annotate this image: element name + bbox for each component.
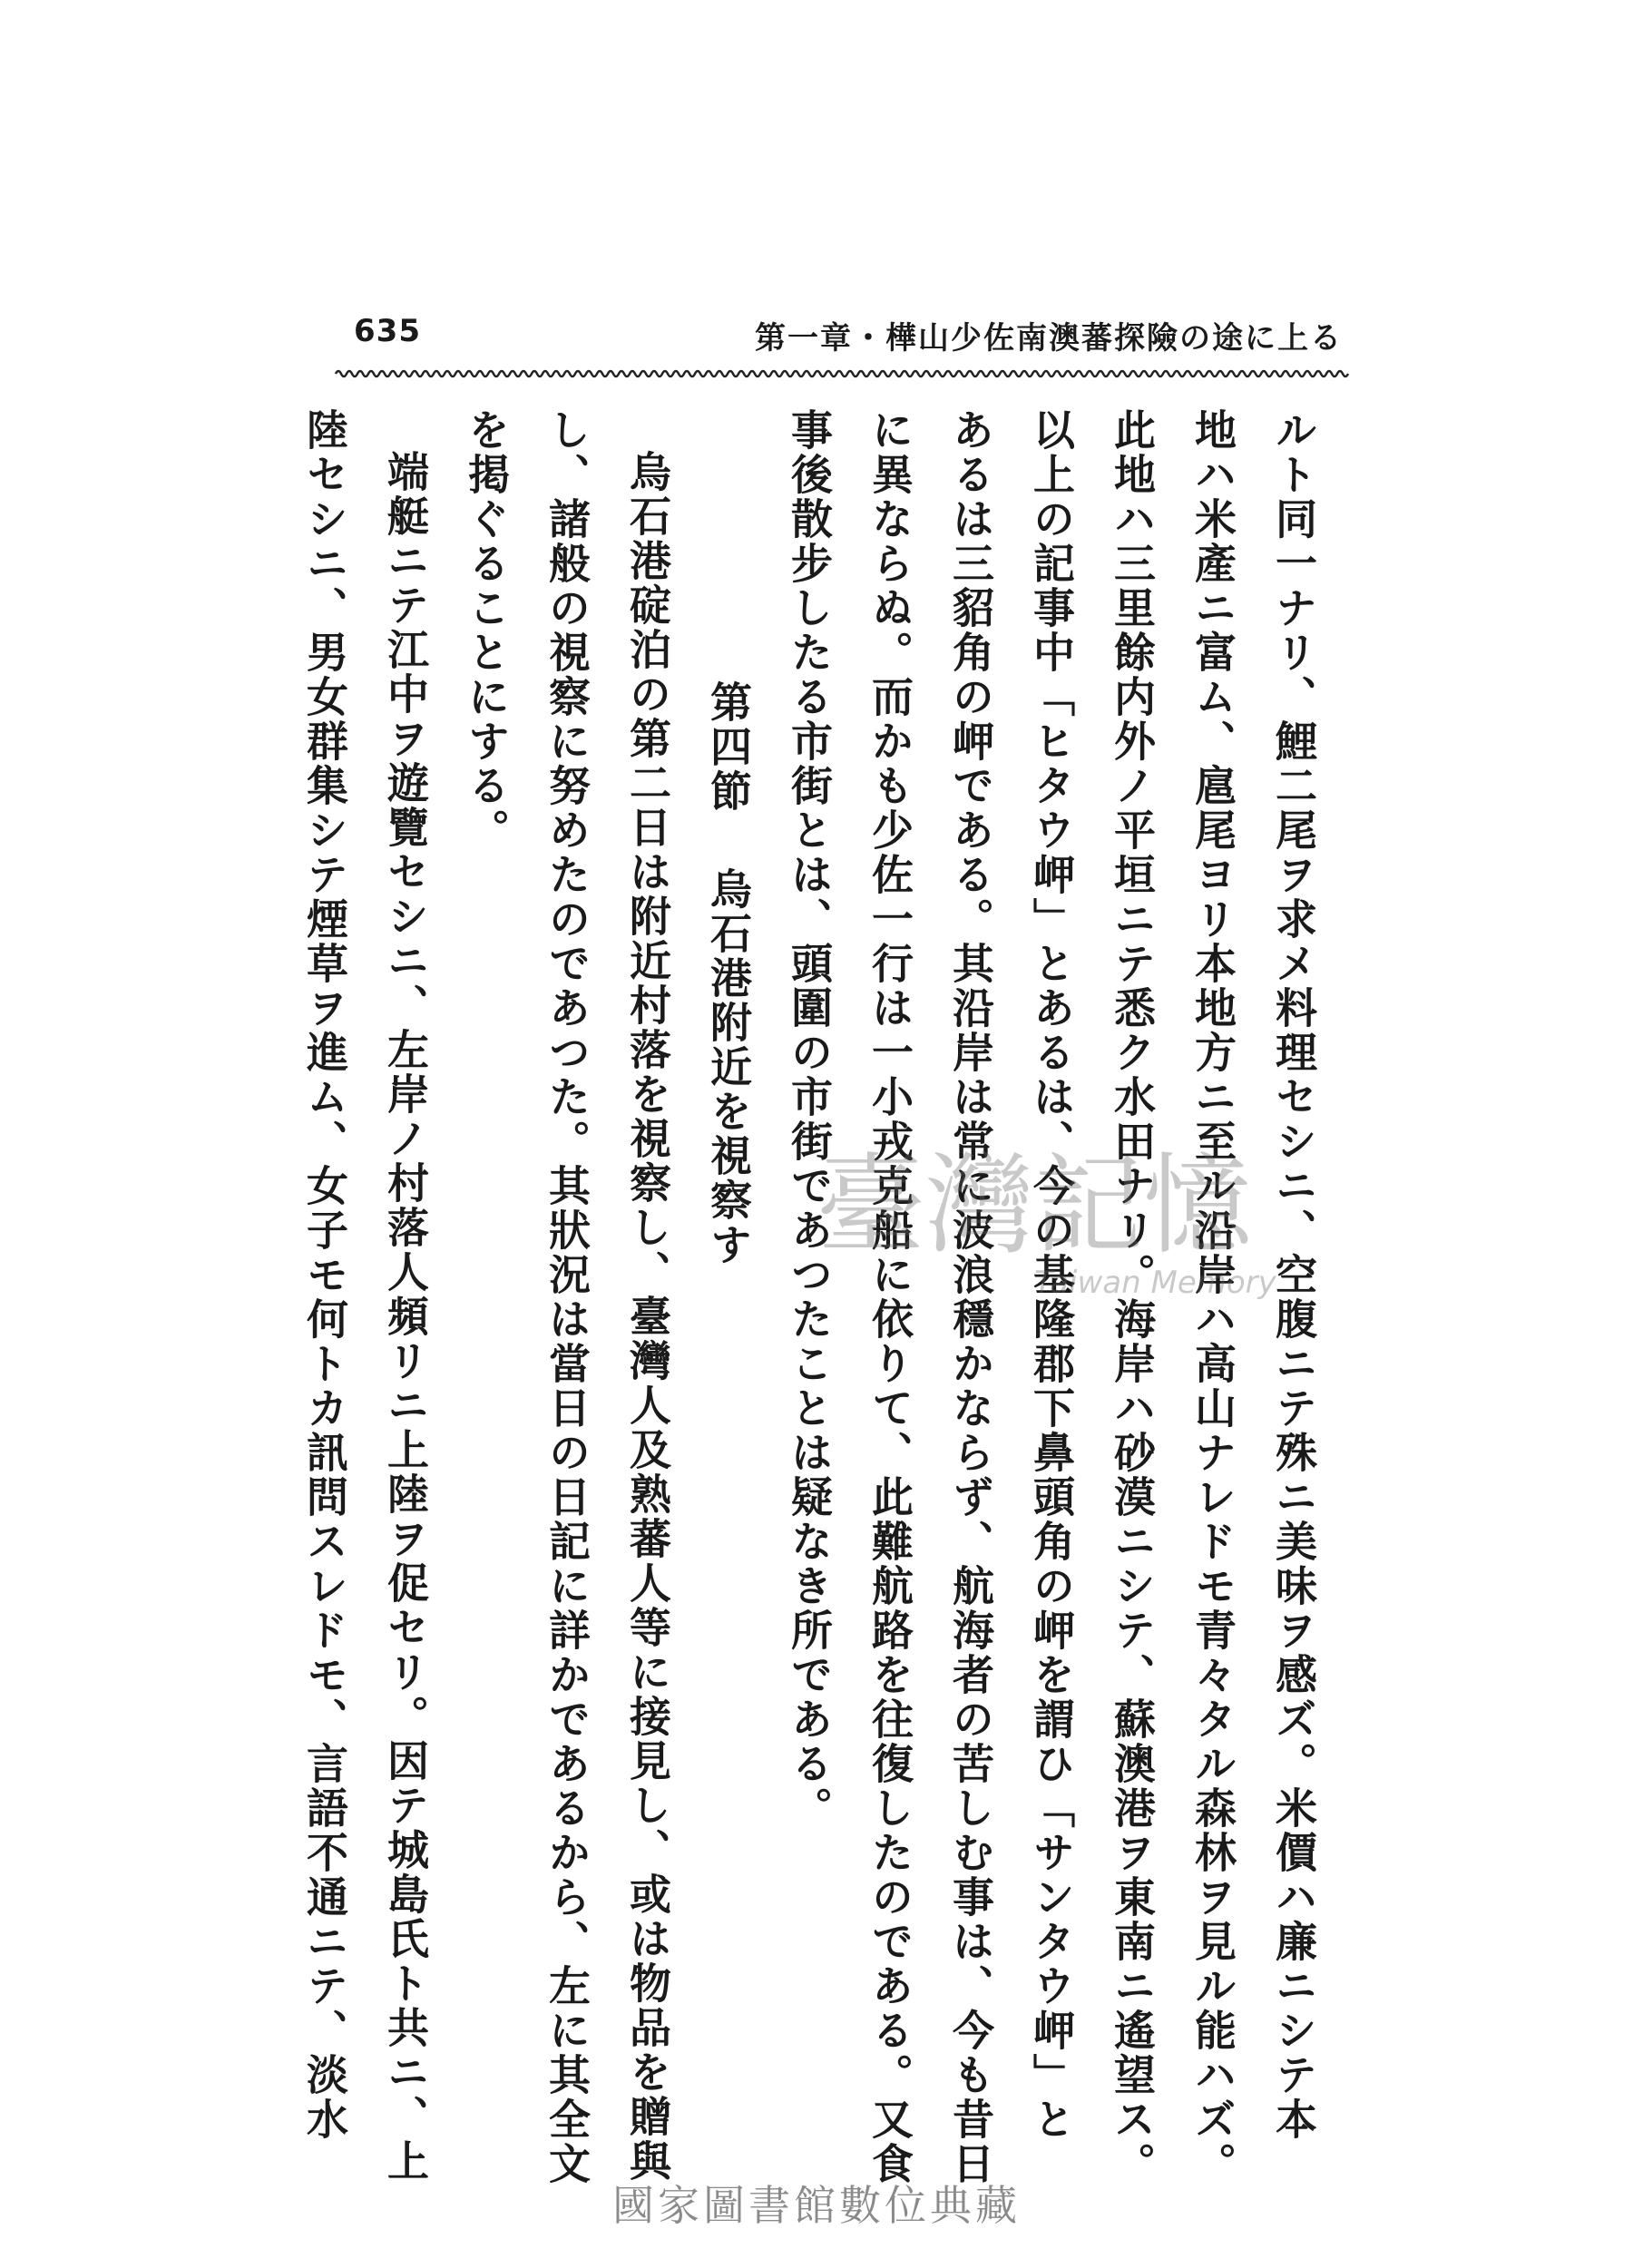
text-column: に異ならぬ。而かも少佐一行は一小戎克船に依りて、此難航路を往復したのである。又食	[865, 408, 914, 2186]
archive-footer: 國家圖書館數位典藏	[612, 2181, 1021, 2230]
text-column: を掲ぐることにする。	[462, 408, 511, 853]
text-column: し、諸般の視察に努めたのであつた。其狀況は當日の日記に詳かであるから、左に其全文	[543, 408, 592, 2186]
taiwan-memory-watermark	[807, 1134, 1279, 1315]
text-column: 事後散步したる市街とは、頭圍の市街であつたことは疑なき所である。	[785, 408, 834, 1831]
section-number: 第四節	[704, 680, 753, 814]
text-column: 地ハ米產ニ富ム、扈尾ヨリ本地方ニ至ル沿岸ハ高山ナレドモ青々タル森林ヲ見ル能ハズ。	[1188, 408, 1237, 2186]
text-column: 以上の記事中「ヒタウ岬」とあるは、今の基隆郡下鼻頭角の岬を謂ひ「サンタウ岬」と	[1027, 408, 1076, 2142]
section-title: 烏石港附近を視察す	[704, 867, 753, 1268]
running-title: 第一章・樺山少佐南澳蕃探險の途に上る	[755, 320, 1343, 357]
watermark-logo	[807, 1134, 1279, 1315]
running-header	[336, 313, 1343, 358]
watermark-subtext: Taiwan Memory	[1034, 1265, 1276, 1301]
watermark-text: 臺灣記憶	[816, 1143, 1252, 1269]
wavy-line	[336, 367, 1343, 380]
text-column: あるは三貂角の岬である。其沿岸は常に波浪穩かならず、航海者の苦しむ事は、今も昔日	[946, 408, 995, 2186]
text-column: 端艇ニテ江中ヲ遊覽セシニ、左岸ノ村落人頻リニ上陸ヲ促セリ。因テ城島氏ト共ニ、上	[381, 450, 430, 2184]
page-number: 635	[354, 313, 421, 349]
text-column: ルト同一ナリ、鯉二尾ヲ求メ料理セシニ、空腹ニテ殊ニ美味ヲ感ズ。米價ハ廉ニシテ本	[1269, 408, 1318, 2142]
text-column: 烏石港碇泊の第二日は附近村落を視察し、臺灣人及熟蕃人等に接見し、或は物品を贈與	[623, 450, 672, 2184]
text-column: 陸セシニ、男女群集シテ煙草ヲ進ム、女子モ何トカ訊問スレドモ、言語不通ニテ、淡水	[300, 408, 349, 2142]
text-column: 此地ハ三里餘内外ノ平垣ニテ悉ク水田ナリ。海岸ハ砂漠ニシテ、蘇澳港ヲ東南ニ遙望ス。	[1108, 408, 1157, 2186]
section-heading	[688, 408, 768, 1978]
wavy-header-rule	[336, 367, 1343, 380]
